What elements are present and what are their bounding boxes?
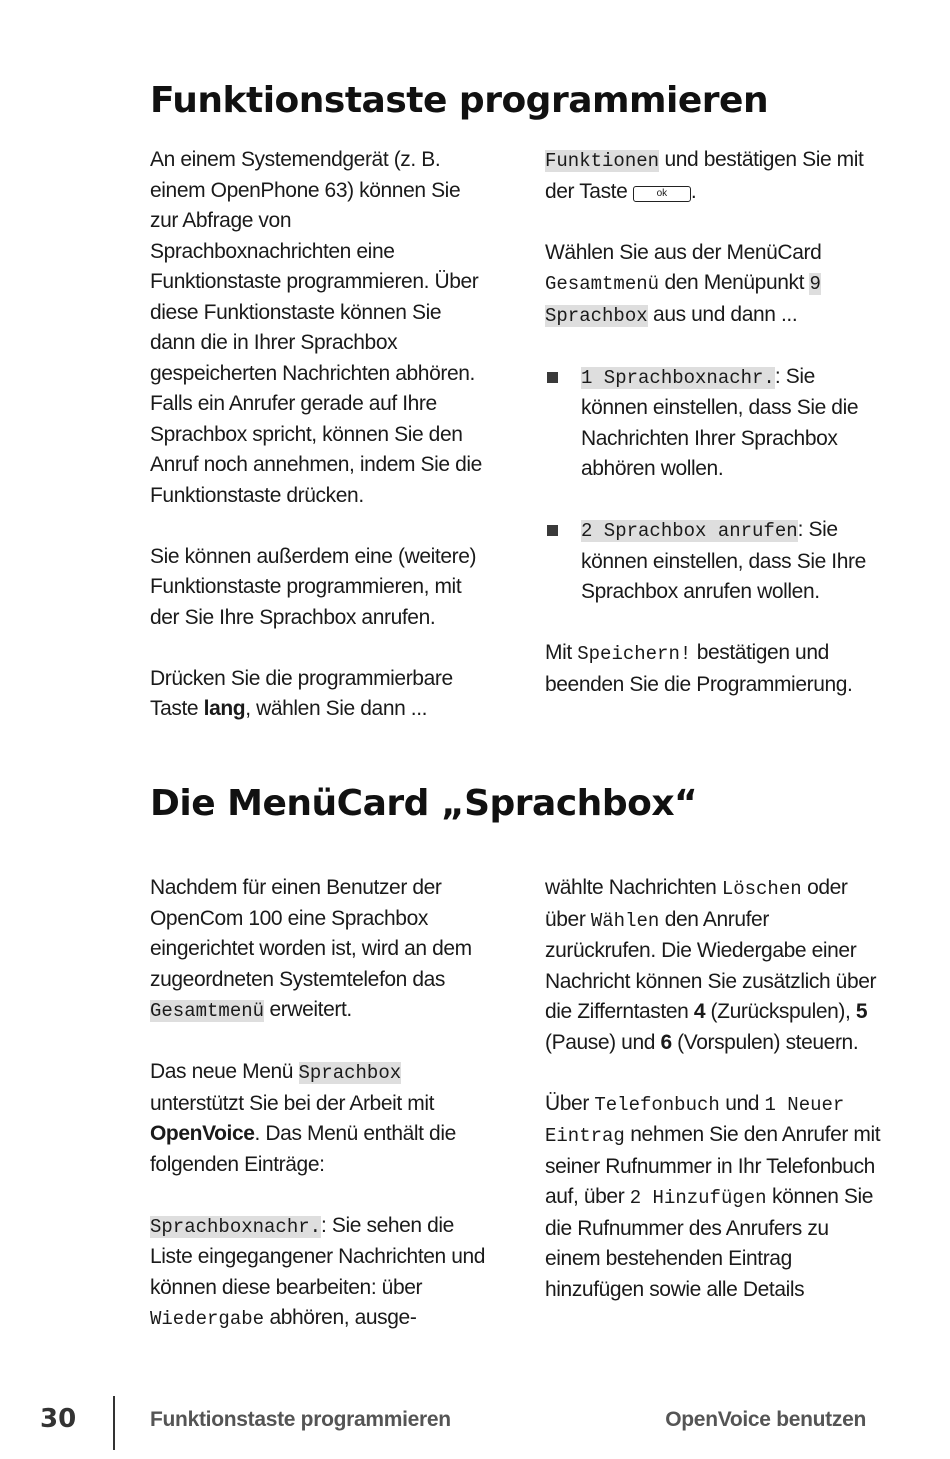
- text: (Zurückspulen),: [705, 1000, 856, 1023]
- paragraph: [545, 238, 885, 332]
- bullet-square-icon: [547, 372, 558, 383]
- text: : Sie können einstellen, dass Sie Ihre Sprachbox anrufen wollen.: [581, 518, 866, 603]
- paragraph: [150, 1057, 490, 1180]
- text: den Menüpunkt: [659, 271, 810, 294]
- text: .: [690, 179, 697, 203]
- footer-chapter-title: Funktionstaste programmieren: [150, 1408, 451, 1431]
- text: nehmen Sie den Anrufer mit seiner Rufnummer in Ihr Telefonbuch auf, über: [545, 1123, 881, 1208]
- text: Über: [545, 1091, 595, 1115]
- section2-left-column: [150, 873, 490, 1365]
- text: oder über: [545, 876, 848, 931]
- menu-code: 1 Sprachboxnachr.: [581, 366, 775, 389]
- text: wählte Nachrichten: [545, 876, 722, 899]
- footer-section-title: OpenVoice benutzen: [665, 1408, 866, 1431]
- text: und bestätigen Sie mit der Taste: [545, 148, 864, 203]
- menu-code: Gesamtmenü: [545, 273, 660, 295]
- menu-code: Sprachboxnachr.: [150, 1215, 322, 1238]
- menu-code: 9 Sprachbox: [545, 273, 821, 327]
- text: Wählen Sie aus der MenüCard: [545, 240, 822, 264]
- text: und: [719, 1091, 765, 1115]
- section1-left-column: [150, 145, 490, 755]
- section1-right-column: [545, 145, 885, 731]
- text: Nachdem für einen Benutzer der OpenCom 100 eine Sprachbox eingerichtet worden ist, wird an dem zugeordneten Systemtelefon das: [150, 876, 472, 991]
- text: Das neue Menü: [150, 1060, 299, 1083]
- paragraph: [150, 873, 490, 1027]
- text: Mit: [545, 641, 578, 664]
- text: den Anrufer zurückrufen. Die Wiedergabe einer Nachricht können Sie zusätzlich über die Zifferntasten: [545, 907, 877, 1023]
- page-number: 30: [40, 1404, 77, 1434]
- paragraph: [150, 1211, 490, 1335]
- bullet-square-icon: [547, 525, 558, 536]
- paragraph: [545, 1089, 885, 1306]
- menu-code: Funktionen: [545, 150, 660, 172]
- bold-text: OpenVoice: [150, 1122, 255, 1145]
- text: (Pause) und: [545, 1030, 661, 1054]
- menu-code: Sprachbox: [298, 1062, 402, 1084]
- menu-code: Wiedergabe: [150, 1308, 265, 1330]
- paragraph: Sie können außerdem eine (weitere) Funktionstaste programmieren, mit der Sie Ihre Sprachbox anrufen.: [150, 544, 477, 629]
- text: unterstützt Sie bei der Arbeit mit: [150, 1091, 435, 1115]
- menu-code: Wählen: [590, 909, 660, 932]
- text: . Das Menü enthält die folgenden Einträge:: [150, 1122, 456, 1176]
- menu-code: Löschen: [721, 878, 802, 900]
- text: bestätigen und beenden Sie die Programmierung.: [545, 641, 853, 696]
- menu-code: 2 Sprachbox anrufen: [581, 520, 798, 542]
- bullet-item: [545, 362, 885, 485]
- text: : Sie können einstellen, dass Sie die Nachrichten Ihrer Sprachbox abhören wollen.: [581, 364, 859, 480]
- text: können Sie die Rufnummer des Anrufers zu einem bestehenden Eintrag hinzufügen sowie alle Details: [545, 1185, 874, 1301]
- paragraph: [545, 145, 885, 207]
- menu-code: Speichern!: [577, 643, 692, 665]
- text: erweitert.: [264, 998, 352, 1021]
- text: , wählen Sie dann ...: [245, 697, 428, 720]
- menu-code: Gesamtmenü: [150, 1000, 265, 1022]
- text: : Sie sehen die Liste eingegangener Nachrichten und können diese bearbeiten: über: [150, 1213, 486, 1299]
- ok-key-icon: ok: [633, 186, 691, 202]
- paragraph: [545, 638, 885, 700]
- text: abhören, ausge-: [264, 1306, 417, 1329]
- menu-code: Telefonbuch: [594, 1093, 720, 1116]
- key-label: 6: [660, 1030, 672, 1054]
- bullet-item: [545, 515, 885, 608]
- key-label: 5: [855, 1000, 868, 1023]
- key-label: 4: [693, 1000, 706, 1023]
- text: Drücken Sie die programmierbare Taste: [150, 666, 453, 720]
- paragraph: An einem Systemendgerät (z. B. einem OpenPhone 63) können Sie zur Abfrage von Sprachboxnachrichten eine Funktionstaste programmieren. Über diese Funktionstaste können Sie dann die in Ihrer Sprachbox gespeicherten Nachrichten abhören. Falls ein Anrufer gerade auf Ihre Sprachbox spricht, können Sie den Anruf noch annehmen, indem Sie die Funktionstaste drücken.: [150, 148, 482, 507]
- bold-text: lang: [203, 697, 246, 720]
- section2-right-column: [545, 873, 885, 1336]
- footer-divider: [113, 1396, 115, 1450]
- menu-code: 2 Hinzufügen: [629, 1187, 767, 1209]
- section-title-funktionstaste: Funktionstaste programmieren: [150, 80, 769, 121]
- menu-code: 1 Neuer Eintrag: [545, 1093, 845, 1147]
- section-title-menucard: Die MenüCard „Sprachbox“: [150, 783, 698, 824]
- paragraph: [150, 664, 490, 725]
- text: aus und dann ...: [647, 302, 798, 326]
- text: (Vorspulen) steuern.: [671, 1030, 859, 1054]
- paragraph: [545, 873, 885, 1058]
